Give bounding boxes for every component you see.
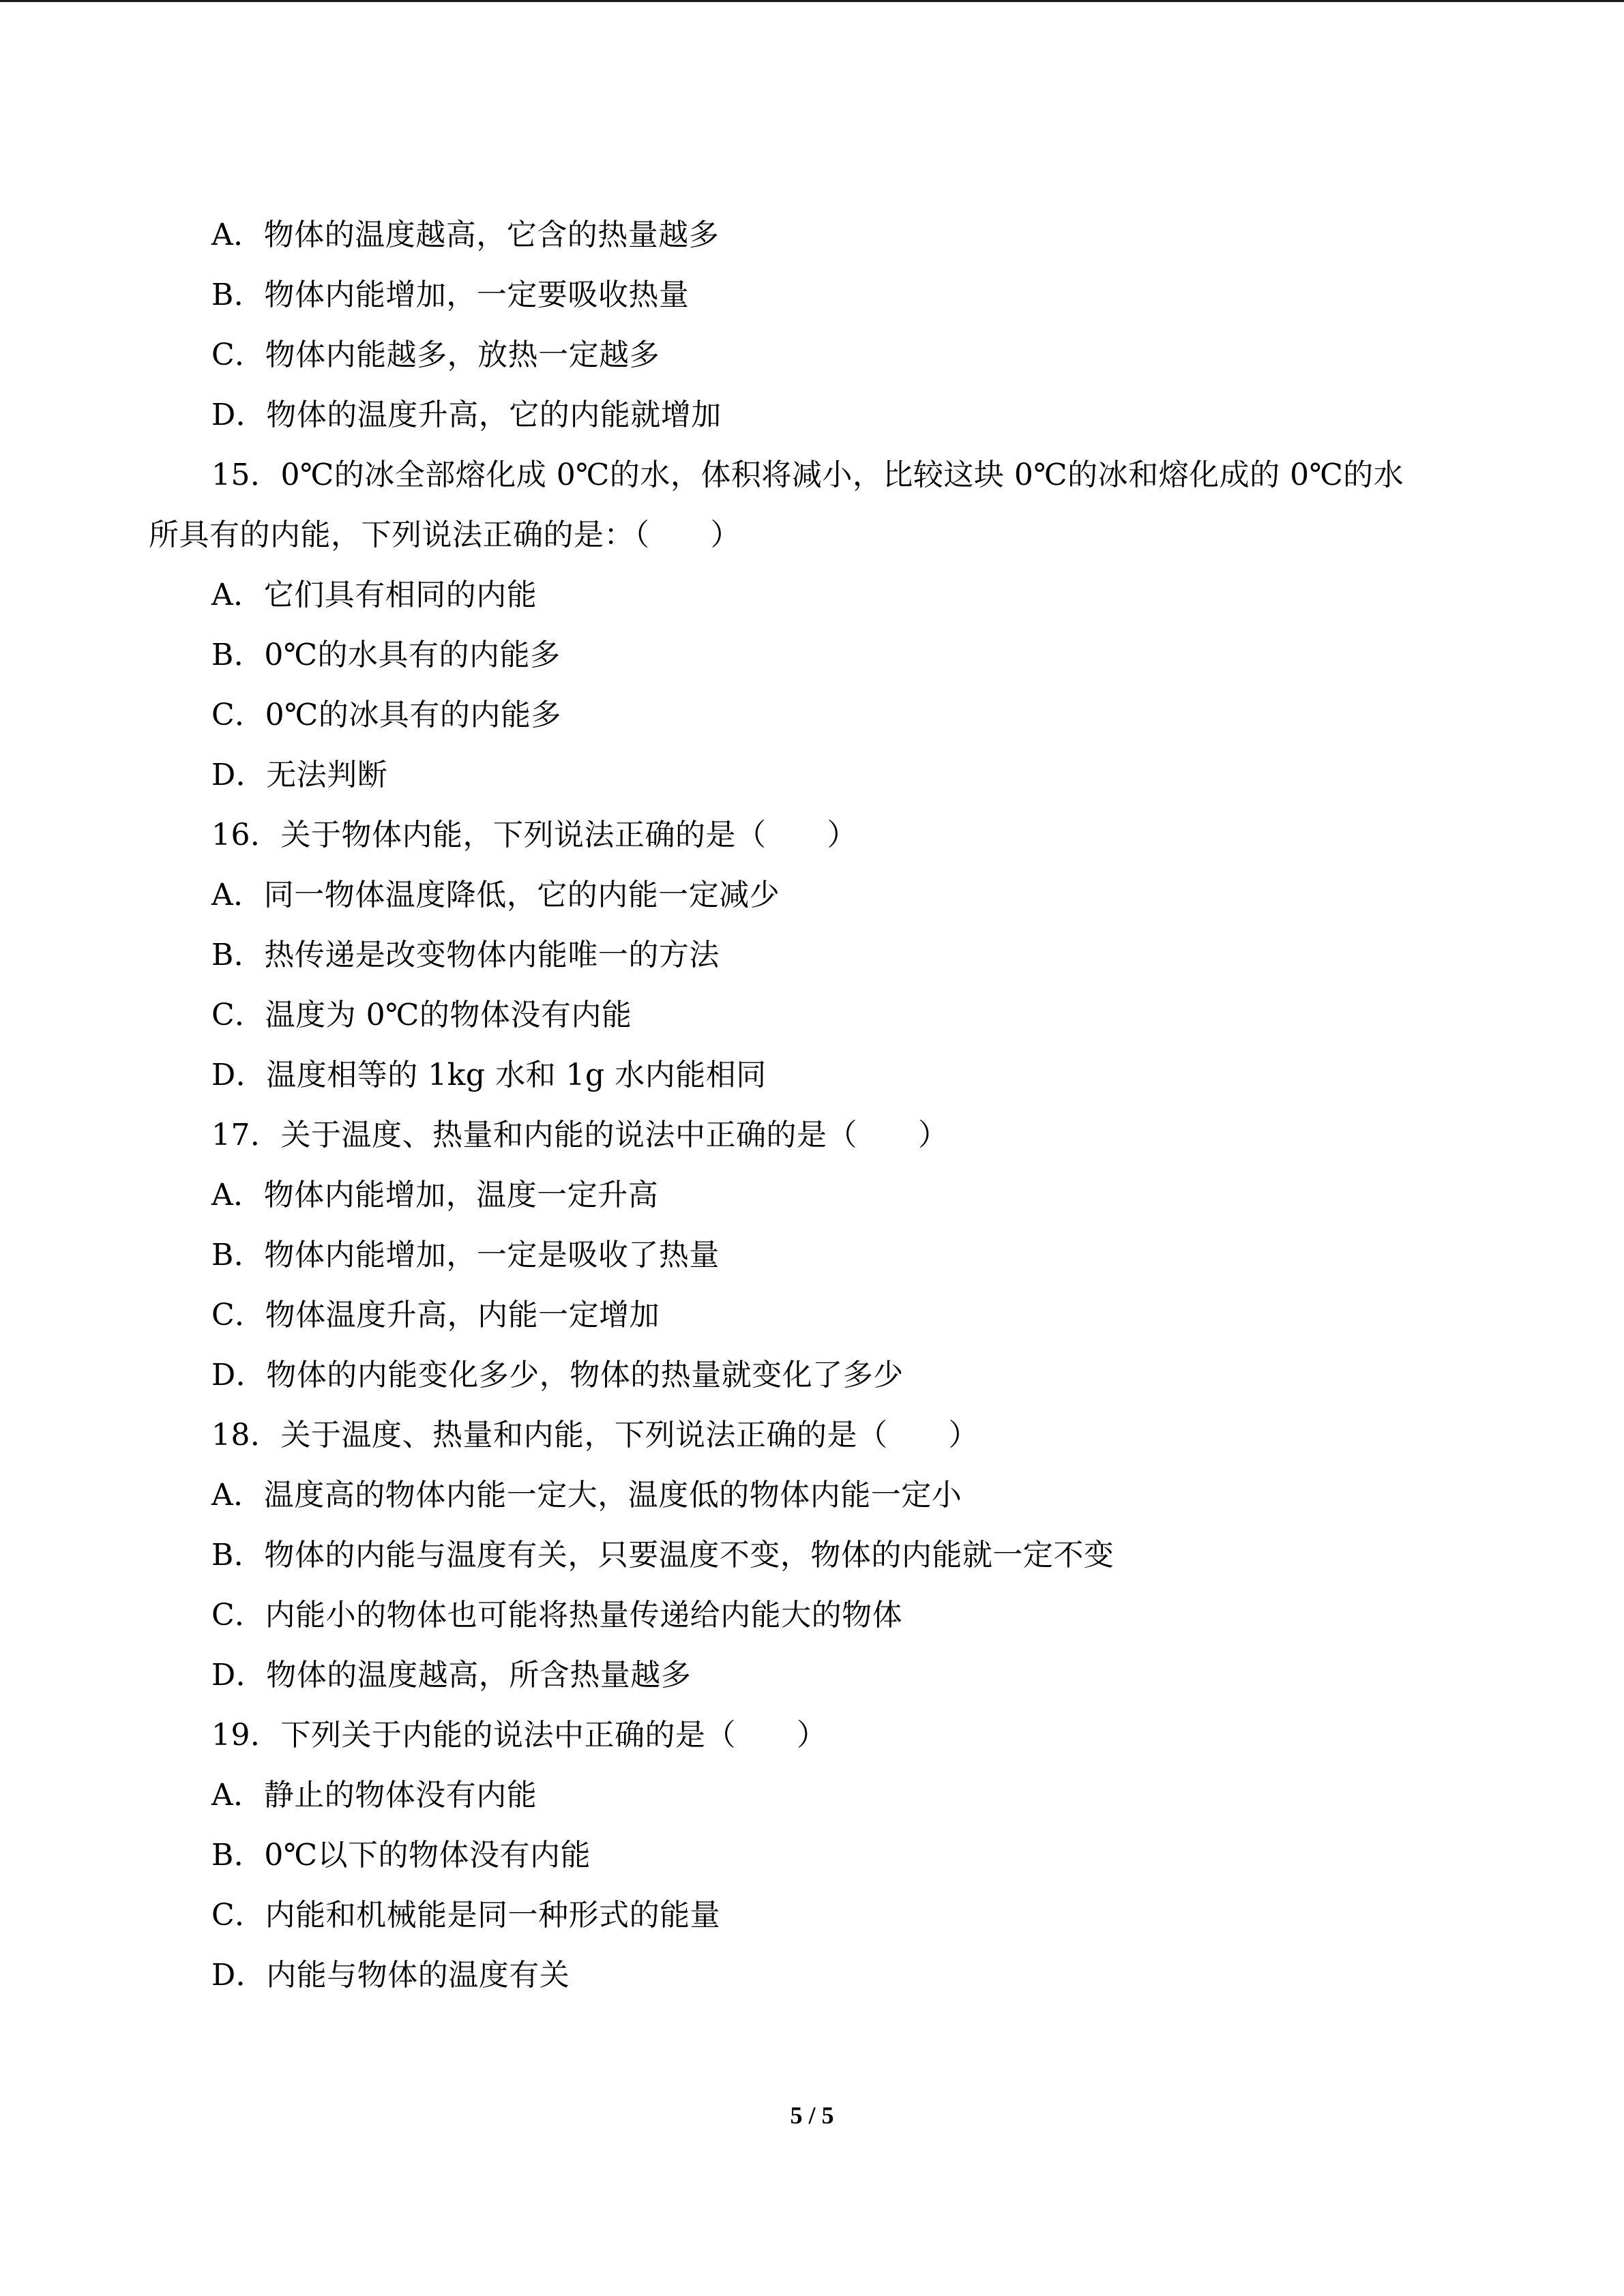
q14-option-a: A．物体的温度越高，它含的热量越多	[211, 218, 720, 252]
page-number: 5 / 5	[790, 2102, 834, 2129]
q14-option-d: D．物体的温度升高，它的内能就增加	[211, 398, 722, 432]
q18-option-d: D．物体的温度越高，所含热量越多	[211, 1658, 692, 1693]
q17-stem: 17．关于温度、热量和内能的说法中正确的是（ ）	[211, 1118, 949, 1152]
q15-option-a: A．它们具有相同的内能	[211, 578, 537, 612]
q15-option-d: D．无法判断	[211, 758, 388, 792]
q14-option-c: C．物体内能越多，放热一定越多	[211, 338, 660, 372]
q14-option-b: B．物体内能增加，一定要吸收热量	[211, 278, 690, 312]
q18-option-a: A．温度高的物体内能一定大，温度低的物体内能一定小	[211, 1478, 962, 1512]
q15-stem-line2: 所具有的内能，下列说法正确的是：（ ）	[149, 518, 741, 552]
q19-option-d: D．内能与物体的温度有关	[211, 1958, 570, 1993]
q18-option-c: C．内能小的物体也可能将热量传递给内能大的物体	[211, 1598, 903, 1632]
q17-option-a: A．物体内能增加，温度一定升高	[211, 1178, 659, 1212]
q17-option-c: C．物体温度升高，内能一定增加	[211, 1298, 660, 1332]
q15-option-c: C．0℃的冰具有的内能多	[211, 698, 561, 732]
q19-option-b: B．0℃以下的物体没有内能	[211, 1838, 591, 1873]
q18-option-b: B．物体的内能与温度有关，只要温度不变，物体的内能就一定不变	[211, 1538, 1114, 1572]
q19-option-c: C．内能和机械能是同一种形式的能量	[211, 1898, 721, 1933]
q19-option-a: A．静止的物体没有内能	[211, 1778, 537, 1813]
q16-option-b: B．热传递是改变物体内能唯一的方法	[211, 938, 720, 972]
q17-option-b: B．物体内能增加，一定是吸收了热量	[211, 1238, 720, 1272]
q16-stem: 16．关于物体内能，下列说法正确的是（ ）	[211, 818, 857, 852]
q15-stem-line1: 15．0℃的冰全部熔化成 0℃的水，体积将减小，比较这块 0℃的冰和熔化成的 0℃的水	[211, 458, 1404, 492]
q16-option-d: D．温度相等的 1kg 水和 1g 水内能相同	[211, 1058, 767, 1092]
q19-stem: 19．下列关于内能的说法中正确的是（ ）	[211, 1718, 827, 1753]
q18-stem: 18．关于温度、热量和内能，下列说法正确的是（ ）	[211, 1418, 979, 1452]
q16-option-a: A．同一物体温度降低，它的内能一定减少	[211, 878, 780, 912]
q16-option-c: C．温度为 0℃的物体没有内能	[211, 998, 632, 1032]
top-border-rule	[0, 0, 1624, 2]
q17-option-d: D．物体的内能变化多少，物体的热量就变化了多少	[211, 1358, 904, 1392]
q15-option-b: B．0℃的水具有的内能多	[211, 638, 561, 672]
